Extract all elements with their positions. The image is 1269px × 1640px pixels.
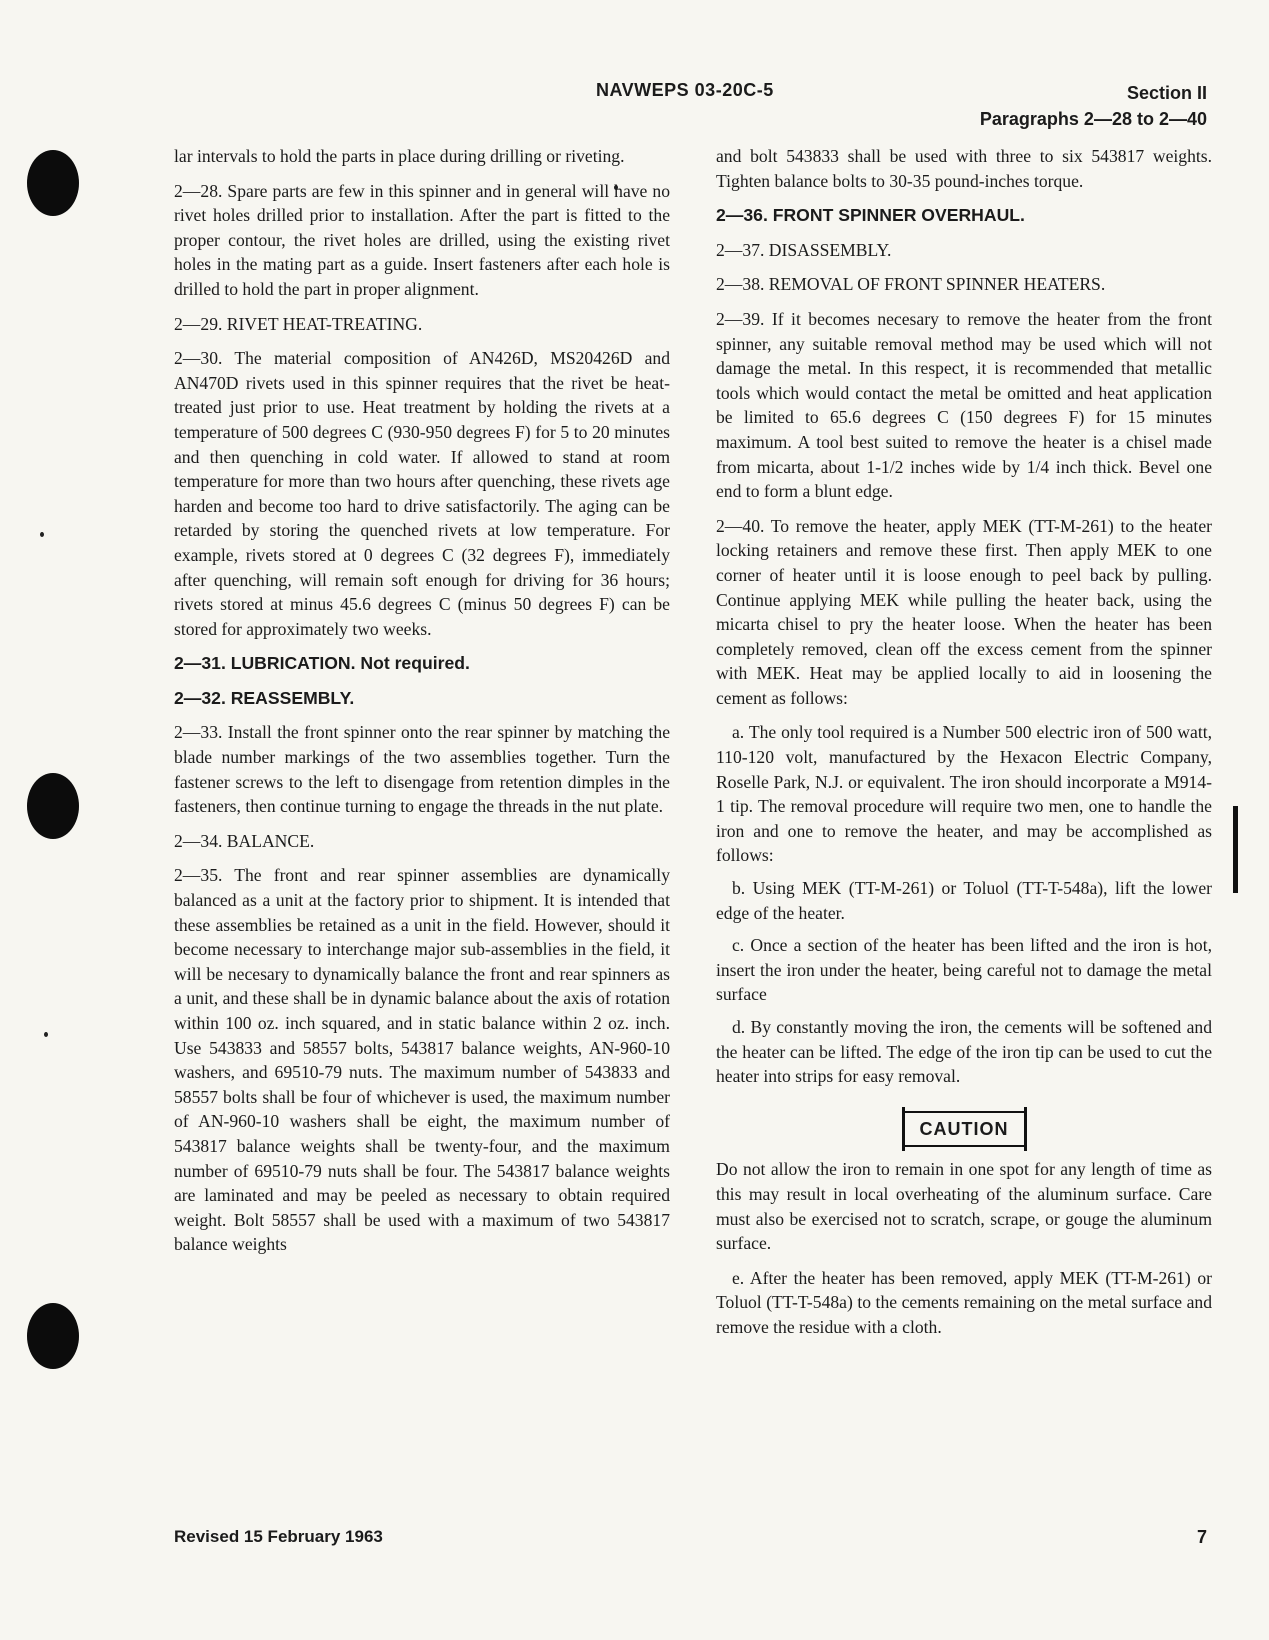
paragraph: 2—30. The material composition of AN426D, MS20426D and AN470D rivets used in this spinner requires that the rivet be heat-treated just prior to use. Heat treatment by holding the rivets at a temperature of 500 degrees C (930-950 degrees F) for 5 to 20 minutes and then quenching in cold water. If allowed to stand at room temperature for more than two hours after quenching, these rivets age harden and become too hard to drive satisfactorily. The aging can be retarded by storing the quenched rivets at low temperature. For example, rivets stored at 0 degrees C (32 degrees F), immediately after quenching, will remain soft enough for driving for 36 hours; rivets stored at minus 45.6 degrees C (minus 50 degrees F) can be stored for approximately two weeks. <box>174 348 670 639</box>
procedure-step: b. Using MEK (TT-M-261) or Toluol (TT-T-548a), lift the lower edge of the heater. <box>716 878 1212 923</box>
paragraph: 2—34. BALANCE. <box>174 830 315 851</box>
left-column <box>174 144 670 1267</box>
caution-label-wrap <box>716 1111 1212 1148</box>
section-heading: 2—32. REASSEMBLY. <box>174 687 355 708</box>
right-column <box>716 144 1212 1348</box>
caution-label: CAUTION <box>902 1111 1027 1148</box>
paragraph: 2—35. The front and rear spinner assemblies are dynamically balanced as a unit at the factory prior to shipment. It is intended that these assemblies be retained as a unit in the field. However, should it become necessary to interchange major sub-assemblies in the field, it will be necesary to dynamically balance the front and rear spinners as a unit, and these shall be in dynamic balance about the axis of rotation within 100 oz. inch squared, and in static balance within 2 oz. inch. Use 543833 and 58557 bolts, 543817 balance weights, AN-960-10 washers, and 69510-79 nuts. The maximum number of 543833 and 58557 bolts shall be four of whichever is used, the maximum number of AN-960-10 washers shall be eight, the maximum number of 543817 balance weights shall be twenty-four, and the maximum number of 69510-79 nuts shall be four. The 543817 balance weights are laminated and may be peeled as necessary to obtain required weight. Bolt 58557 shall be used with a maximum of two 543817 balance weights <box>174 865 670 1255</box>
section-label: Section II <box>1126 83 1207 103</box>
caution-text: Do not allow the iron to remain in one spot for any length of time as this may result in local overheating of the aluminum surface. Care must also be exercised not to scratch, scrape, or gouge the aluminum surface. <box>716 1159 1212 1254</box>
scan-speck <box>40 532 44 537</box>
paragraph-range: Paragraphs 2—28 to 2—40 <box>979 109 1207 129</box>
paragraph: 2—28. Spare parts are few in this spinner and in general will have no rivet holes drilled prior to installation. After the part is fitted to the proper contour, the rivet holes are drilled, using the existing rivet holes in the mating part as a guide. Insert fasteners after each hole is drilled to hold the part in proper alignment. <box>174 180 670 299</box>
procedure-step: a. The only tool required is a Number 500 electric iron of 500 watt, 110-120 volt, manufactured by the Hexacon Electric Company, Roselle Park, N.J. or equivalent. The iron should incorporate a M914-1 tip. The removal procedure will require two men, one to handle the iron and one to remove the heater, and may be accomplished as follows: <box>716 722 1212 866</box>
procedure-step: c. Once a section of the heater has been lifted and the iron is hot, insert the iron under the heater, being careful not to damage the metal surface <box>716 935 1212 1005</box>
revision-date: Revised 15 February 1963 <box>174 1527 383 1546</box>
paragraph: lar intervals to hold the parts in place during drilling or riveting. <box>174 146 625 166</box>
document-number: NAVWEPS 03-20C-5 <box>596 80 774 100</box>
procedure-step: d. By constantly moving the iron, the cements will be softened and the heater can be lifted. The edge of the iron tip can be used to cut the heater into strips for easy removal. <box>716 1017 1212 1087</box>
section-header <box>980 80 1207 132</box>
paragraph: 2—38. REMOVAL OF FRONT SPINNER HEATERS. <box>716 274 1106 295</box>
paragraph: 2—39. If it becomes necesary to remove the heater from the front spinner, any suitable removal method may be used which will not damage the metal. In this respect, it is recommended that metallic tools which would contact the metal be omitted and heat application be limited to 65.6 degrees C (150 degrees F) for 15 minutes maximum. A tool best suited to remove the heater is a chisel made from micarta, about 1-1/2 inches wide by 1/4 inch thick. Bevel one end to form a blunt edge. <box>716 308 1212 502</box>
section-heading: 2—31. LUBRICATION. Not required. <box>174 653 470 674</box>
binder-hole-bottom <box>27 1303 79 1369</box>
section-heading: 2—36. FRONT SPINNER OVERHAUL. <box>716 205 1025 226</box>
binder-hole-middle <box>27 773 79 839</box>
paragraph: 2—33. Install the front spinner onto the rear spinner by matching the blade number markings of the two assemblies together. Turn the fastener screws to the left to disengage from retention dimples in the fasteners, then continue turning to engage the threads in the nut plate. <box>174 722 670 817</box>
paragraph: 2—29. RIVET HEAT-TREATING. <box>174 313 423 334</box>
scan-speck <box>44 1032 48 1037</box>
binder-hole-top <box>27 150 79 216</box>
paragraph: and bolt 543833 shall be used with three to six 543817 weights. Tighten balance bolts to 30-35 pound-inches torque. <box>716 146 1212 191</box>
page-number: 7 <box>1196 1527 1207 1547</box>
paragraph: 2—40. To remove the heater, apply MEK (TT-M-261) to the heater locking retainers and remove these first. Then apply MEK to one corner of heater until it is loose enough to peel back by pulling. Continue applying MEK while pulling the heater back, using the micarta chisel to pry the heater loose. When the heater has been completely removed, clean off the excess cement from the spinner with MEK. Heat may be applied locally to aid in loosening the cement as follows: <box>716 515 1212 708</box>
procedure-step: e. After the heater has been removed, apply MEK (TT-M-261) or Toluol (TT-T-548a) to the cements remaining on the metal surface and remove the residue with a cloth. <box>716 1267 1212 1337</box>
paragraph: 2—37. DISASSEMBLY. <box>716 239 892 260</box>
revision-change-bar <box>1233 806 1238 893</box>
